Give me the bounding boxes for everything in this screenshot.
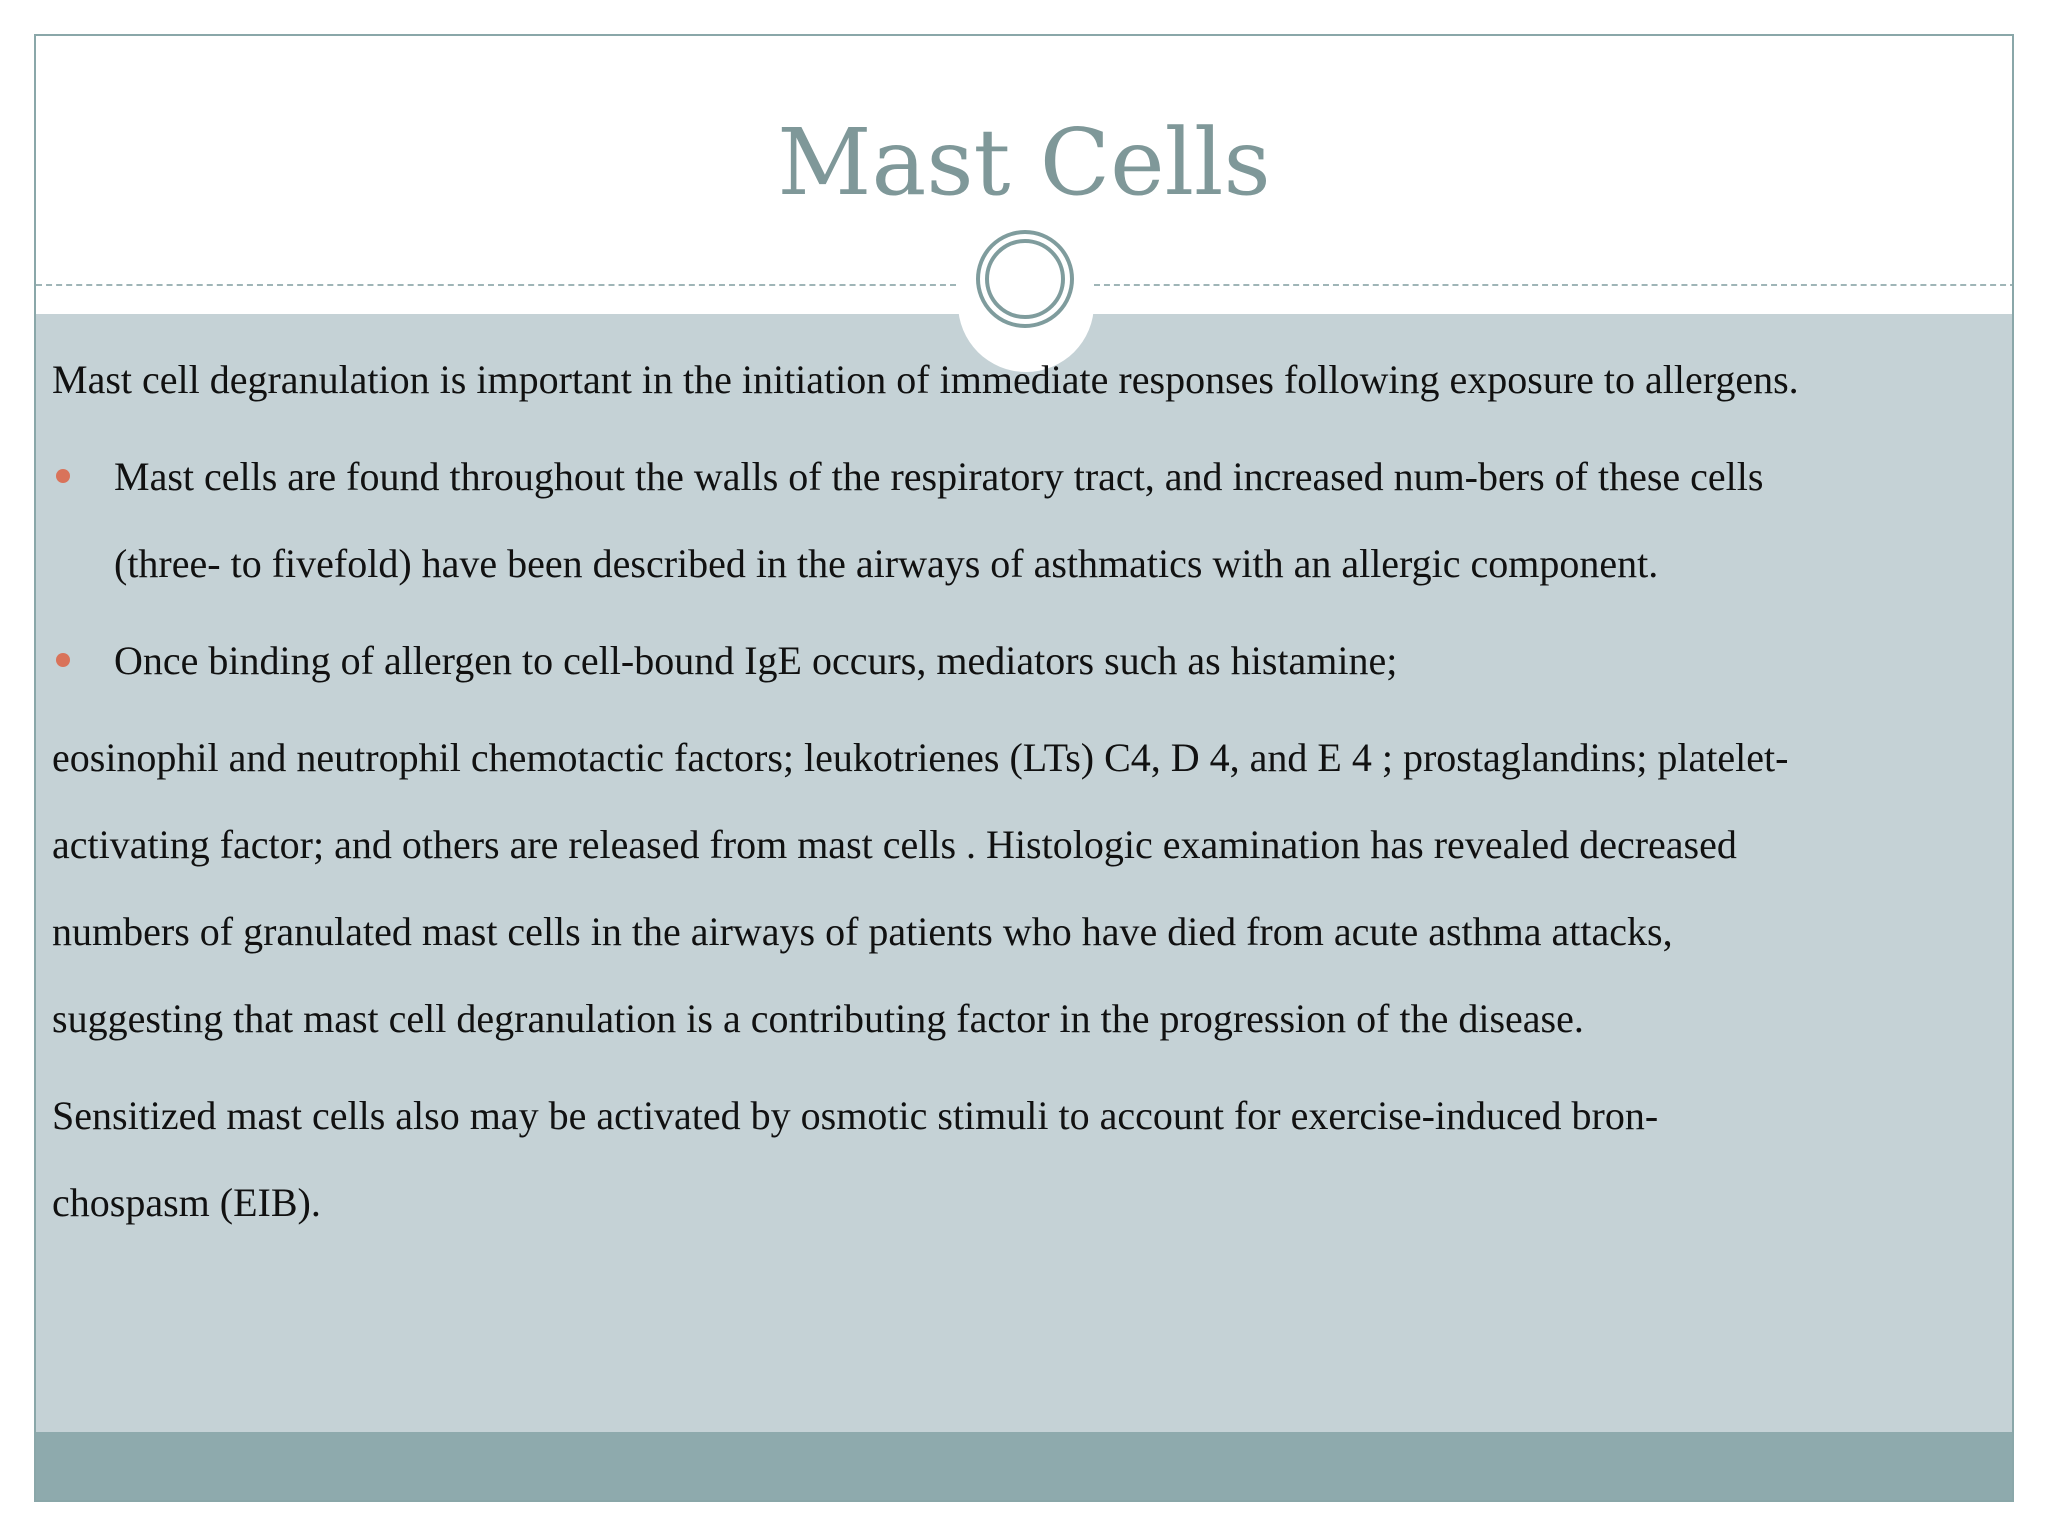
text-line: chospasm (EIB).: [52, 1180, 321, 1225]
paragraph-mediators: [52, 714, 1962, 1062]
bullet-dot-icon: [56, 653, 70, 667]
title-divider-right: [1094, 284, 2014, 286]
text-line: suggesting that mast cell degranulation is a contributing factor in the progression of the disease.: [52, 996, 1584, 1041]
paragraph-osmotic-stimuli: [52, 1072, 1962, 1246]
text-line: Once binding of allergen to cell-bound IgE occurs, mediators such as histamine;: [114, 638, 1398, 683]
slide-body: [52, 336, 1962, 1256]
bullet-item-ige-binding: [52, 617, 1962, 704]
text-line: activating factor; and others are released from mast cells . Histologic examination has revealed decreased: [52, 822, 1737, 867]
paragraph-intro: [52, 336, 1962, 423]
bullet-dot-icon: [56, 469, 70, 483]
circle-ornament-inner-ring: [985, 239, 1065, 319]
title-divider-left: [36, 284, 956, 286]
text-line: Mast cells are found throughout the walls of the respiratory tract, and increased num-bers of these cells: [114, 454, 1764, 499]
text-line: Sensitized mast cells also may be activated by osmotic stimuli to account for exercise-induced bron-: [52, 1093, 1659, 1138]
bullet-item-mast-cell-location: [52, 433, 1962, 607]
text-line: eosinophil and neutrophil chemotactic factors; leukotrienes (LTs) C4, D 4, and E 4 ; prostaglandins; platelet-: [52, 735, 1789, 780]
text-line: Mast cell degranulation is important in the initiation of immediate responses following exposure to allergens.: [52, 357, 1799, 402]
slide-title: Mast Cells: [777, 109, 1271, 216]
text-line: (three- to fivefold) have been described in the airways of asthmatics with an allergic component.: [114, 541, 1659, 586]
text-line: numbers of granulated mast cells in the airways of patients who have died from acute asthma attacks,: [52, 909, 1673, 954]
footer-band: [36, 1432, 2012, 1502]
